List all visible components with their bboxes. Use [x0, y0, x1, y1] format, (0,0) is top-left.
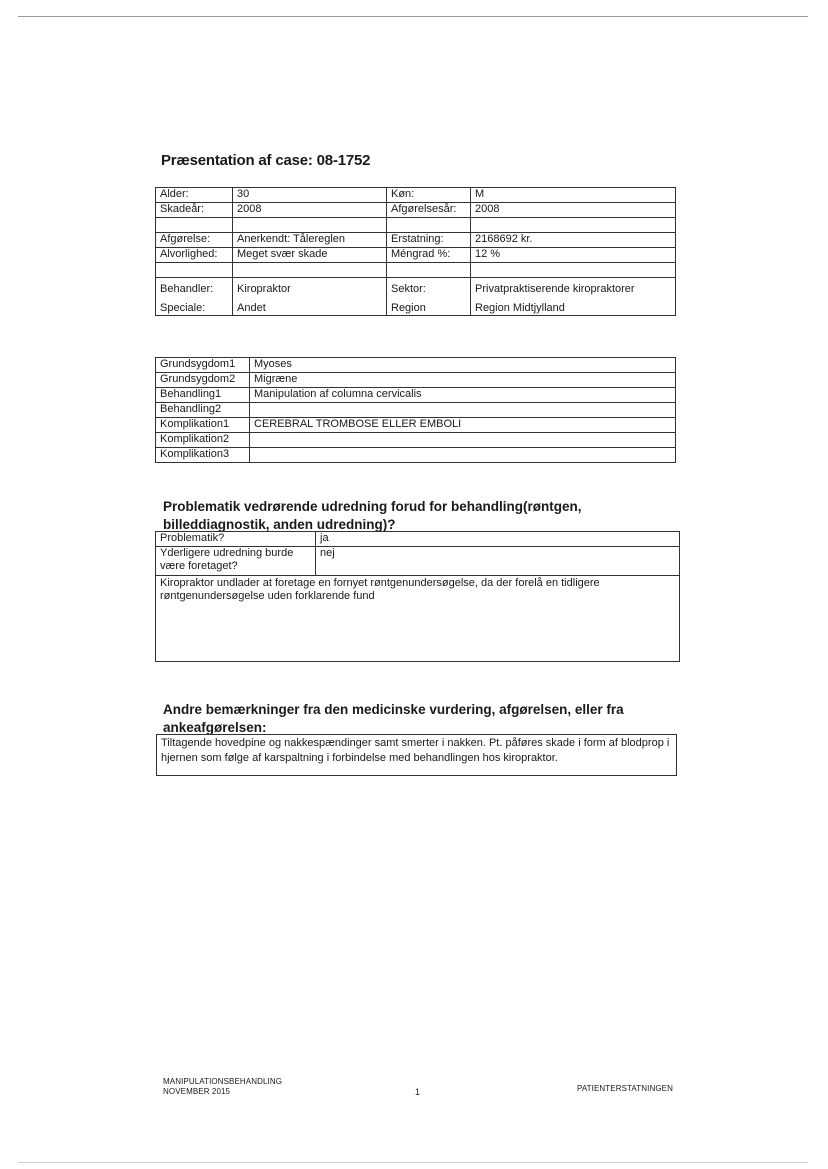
region-value: Region Midtjylland	[471, 300, 676, 316]
case-info-value: 2008	[471, 203, 676, 218]
diagnosis-row	[156, 433, 676, 448]
case-info-label	[156, 263, 233, 278]
diagnosis-table	[155, 357, 676, 463]
case-info-label: Erstatning:	[387, 233, 471, 248]
case-info-table	[155, 187, 676, 316]
case-info-value: Meget svær skade	[233, 248, 387, 263]
udredning-row	[156, 547, 680, 576]
case-info-value	[471, 218, 676, 233]
diagnosis-label: Komplikation3	[156, 448, 250, 463]
case-info-row	[156, 218, 676, 233]
case-info-value	[471, 263, 676, 278]
case-info-row	[156, 248, 676, 263]
case-info-row	[156, 188, 676, 203]
page-title: Præsentation af case: 08-1752	[161, 152, 371, 169]
footer-left-line2: NOVEMBER 2015	[163, 1087, 231, 1096]
case-info-value	[233, 263, 387, 278]
diagnosis-row	[156, 358, 676, 373]
case-info-row	[156, 263, 676, 278]
footer-right: PATIENTERSTATNINGEN	[577, 1084, 673, 1093]
case-info-label: Alder:	[156, 188, 233, 203]
case-info-label	[156, 218, 233, 233]
diagnosis-label: Komplikation2	[156, 433, 250, 448]
problematik-row	[156, 532, 680, 547]
diagnosis-value: Myoses	[250, 358, 676, 373]
case-info-value: M	[471, 188, 676, 203]
problem-heading: Problematik vedrørende udredning forud for behandling(røntgen, billeddiagnostik, anden udredning)?	[163, 499, 582, 532]
remarks-box: Tiltagende hovedpine og nakkespændinger samt smerter i nakken. Pt. påføres skade i form af blodprop i hjernen som følge af karspaltning i forbindelse med behandlingen hos kiropraktor.	[156, 734, 677, 776]
udredning-label: Yderligere udredning burde være foretaget?	[156, 547, 316, 576]
problem-comment: Kiropraktor undlader at foretage en fornyet røntgenundersøgelse, da der forelå en tidligere røntgenundersøgelse uden forklarende fund	[156, 576, 680, 662]
region-label: Region	[387, 300, 471, 316]
scan-bottom-rule	[18, 1162, 808, 1163]
diagnosis-label: Grundsygdom2	[156, 373, 250, 388]
diagnosis-value: Migræne	[250, 373, 676, 388]
case-info-value: Anerkendt: Tålereglen	[233, 233, 387, 248]
diagnosis-value: CEREBRAL TROMBOSE ELLER EMBOLI	[250, 418, 676, 433]
case-info-value: 12 %	[471, 248, 676, 263]
case-info-value	[233, 218, 387, 233]
case-info-row	[156, 233, 676, 248]
case-info-label: Méngrad %:	[387, 248, 471, 263]
problematik-value: ja	[316, 532, 680, 547]
footer-left-line1: MANIPULATIONSBEHANDLING	[163, 1077, 283, 1086]
diagnosis-label: Komplikation1	[156, 418, 250, 433]
speciale-value: Andet	[233, 300, 387, 316]
diagnosis-row	[156, 373, 676, 388]
case-info-label: Afgørelsesår:	[387, 203, 471, 218]
case-info-value: 2008	[233, 203, 387, 218]
footer-left	[163, 1077, 282, 1097]
remarks-heading: Andre bemærkninger fra den medicinske vurdering, afgørelsen, eller fra ankeafgørelsen:	[163, 702, 624, 735]
diagnosis-value: Manipulation af columna cervicalis	[250, 388, 676, 403]
case-info-label: Alvorlighed:	[156, 248, 233, 263]
diagnosis-row	[156, 388, 676, 403]
sektor-value: Privatpraktiserende kiropraktorer	[471, 278, 676, 301]
behandler-value: Kiropraktor	[233, 278, 387, 301]
case-info-label: Køn:	[387, 188, 471, 203]
diagnosis-value	[250, 448, 676, 463]
case-info-label	[387, 263, 471, 278]
behandler-label: Behandler:	[156, 278, 233, 301]
case-info-value: 30	[233, 188, 387, 203]
problem-table	[155, 531, 680, 662]
scan-top-rule	[18, 16, 808, 17]
diagnosis-label: Behandling2	[156, 403, 250, 418]
page-number: 1	[415, 1087, 421, 1097]
comment-row	[156, 576, 680, 662]
diagnosis-value	[250, 433, 676, 448]
speciale-row	[156, 300, 676, 316]
case-info-value: 2168692 kr.	[471, 233, 676, 248]
diagnosis-row	[156, 403, 676, 418]
case-info-label: Afgørelse:	[156, 233, 233, 248]
behandler-row	[156, 278, 676, 301]
diagnosis-row	[156, 448, 676, 463]
case-info-label	[387, 218, 471, 233]
case-info-row	[156, 203, 676, 218]
speciale-label: Speciale:	[156, 300, 233, 316]
problematik-label: Problematik?	[156, 532, 316, 547]
diagnosis-label: Behandling1	[156, 388, 250, 403]
diagnosis-row	[156, 418, 676, 433]
diagnosis-value	[250, 403, 676, 418]
diagnosis-label: Grundsygdom1	[156, 358, 250, 373]
udredning-value: nej	[316, 547, 680, 576]
sektor-label: Sektor:	[387, 278, 471, 301]
case-info-label: Skadeår:	[156, 203, 233, 218]
